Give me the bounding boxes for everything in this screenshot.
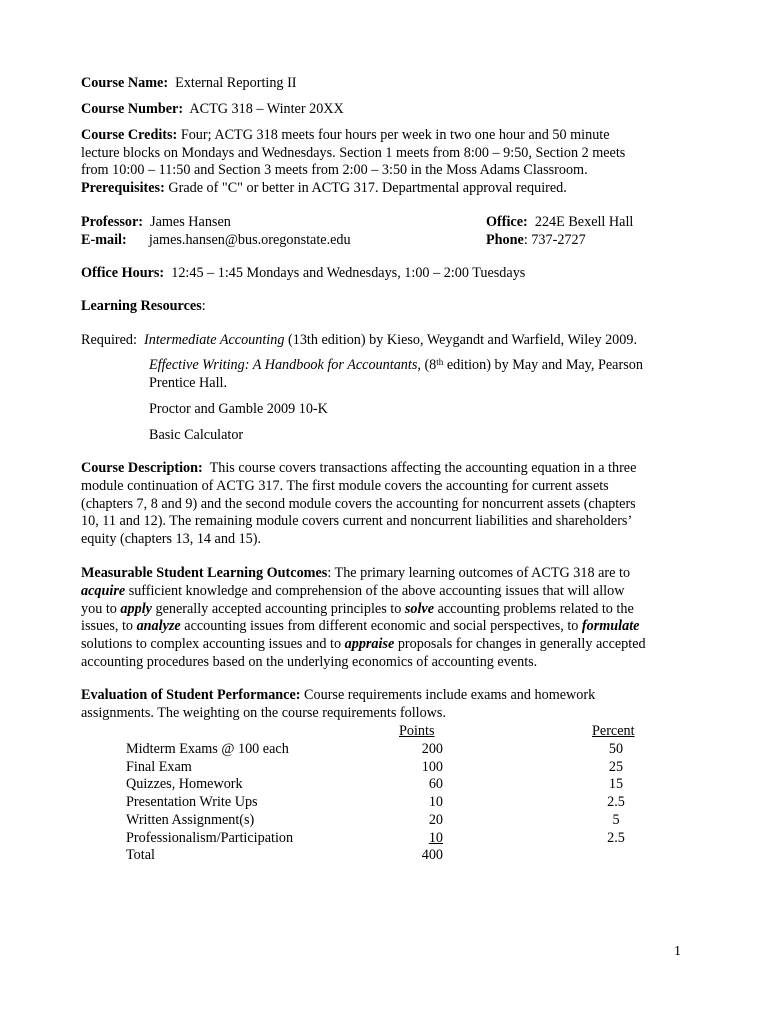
course-name-label: Course Name:	[81, 75, 169, 91]
course-credits-line-2: lecture blocks on Mondays and Wednesdays. Section 1 meets from 8:00 – 9:50, Section 2 meets	[81, 145, 626, 161]
row-name: Total	[126, 847, 155, 863]
row-points: 400	[421, 847, 443, 863]
resource-item-writing-book-line-2: Prentice Hall.	[149, 375, 228, 391]
outcomes-text-2: sufficient knowledge and comprehension of the above accounting issues that will allow	[125, 583, 625, 599]
course-description-text-1: This course covers transactions affecting the accounting equation in a three	[209, 460, 637, 476]
outcome-acquire: acquire	[81, 583, 126, 599]
phone-value: : 737-2727	[523, 232, 586, 248]
evaluation-label: Evaluation of Student Performance:	[81, 687, 301, 703]
outcomes-line-6: accounting procedures based on the underlying economics of accounting events.	[81, 654, 538, 670]
row-percent: 15	[608, 776, 624, 792]
prerequisites-value: Grade of "C" or better in ACTG 317. Departmental approval required.	[168, 180, 567, 196]
row-name: Written Assignment(s)	[126, 812, 255, 828]
course-credits-text-1: Four; ACTG 318 meets four hours per week in two one hour and 50 minute	[180, 127, 610, 143]
row-points: 200	[421, 741, 443, 757]
row-points: 60	[428, 776, 443, 792]
outcomes-line-3	[81, 601, 634, 619]
course-description-label: Course Description:	[81, 460, 203, 476]
evaluation-text-1: Course requirements include exams and homework	[300, 687, 596, 703]
outcomes-text-4a: issues, to	[81, 618, 137, 634]
outcomes-label: Measurable Student Learning Outcomes	[81, 565, 328, 581]
office	[486, 214, 633, 232]
learning-resources-label: Learning Resources	[81, 298, 202, 314]
outcomes-text-3c: accounting problems related to the	[434, 601, 634, 617]
table-row	[81, 759, 691, 777]
row-percent: 2.5	[607, 794, 625, 810]
textbook-title: Intermediate Accounting	[144, 332, 285, 348]
outcomes-line-1	[81, 565, 630, 583]
column-header-points: Points	[399, 723, 435, 739]
outcomes-line-4	[81, 618, 639, 636]
office-hours-value: 12:45 – 1:45 Mondays and Wednesdays, 1:00 – 2:00 Tuesdays	[171, 265, 526, 281]
office-value: 224E Bexell Hall	[534, 214, 634, 230]
outcomes-text-5a: solutions to complex accounting issues and to	[81, 636, 345, 652]
table-row-total	[81, 847, 691, 865]
learning-resources-colon: :	[201, 298, 206, 314]
writing-book-details: edition) by May and May, Pearson	[443, 357, 643, 373]
course-description-line-5: equity (chapters 13, 14 and 15).	[81, 531, 262, 547]
course-name	[81, 75, 297, 93]
course-credits-label: Course Credits:	[81, 127, 178, 143]
row-percent: 50	[608, 741, 624, 757]
row-points: 100	[421, 759, 443, 775]
professor-label: Professor:	[81, 214, 143, 230]
table-header	[81, 723, 691, 741]
course-number-value: ACTG 318 – Winter 20XX	[189, 101, 344, 117]
course-description-line-3: (chapters 7, 8 and 9) and the second module covers the accounting for noncurrent assets (chapters	[81, 496, 636, 512]
course-name-value: External Reporting II	[175, 75, 297, 91]
writing-book-title: Effective Writing: A Handbook for Accountants	[149, 357, 418, 373]
outcomes-line-5	[81, 636, 646, 654]
outcomes-text-4b: accounting issues from different economic and social perspectives, to	[180, 618, 582, 634]
resource-item-10k: Proctor and Gamble 2009 10-K	[149, 401, 328, 417]
email-label: E-mail:	[81, 232, 127, 248]
course-number	[81, 101, 344, 119]
office-label: Office:	[486, 214, 528, 230]
course-number-label: Course Number:	[81, 101, 184, 117]
table-row	[81, 830, 691, 848]
writing-book-edition-pre: , (8	[417, 357, 437, 373]
writing-book-edition-sup: th	[436, 357, 444, 367]
row-name: Professionalism/Participation	[126, 830, 294, 846]
row-percent: 2.5	[607, 830, 625, 846]
course-description-line-2: module continuation of ACTG 317. The first module covers the accounting for current assets	[81, 478, 609, 494]
course-credits-line-1	[81, 127, 610, 145]
outcome-formulate: formulate	[581, 618, 640, 634]
row-points: 20	[428, 812, 443, 828]
prerequisites-label: Prerequisites:	[81, 180, 165, 196]
outcomes-text-1: : The primary learning outcomes of ACTG 318 are to	[327, 565, 631, 581]
table-row	[81, 812, 691, 830]
outcomes-line-2	[81, 583, 624, 601]
row-name: Quizzes, Homework	[126, 776, 243, 792]
prerequisites	[81, 180, 567, 198]
professor	[81, 214, 231, 232]
row-name: Final Exam	[126, 759, 192, 775]
row-percent: 25	[608, 759, 624, 775]
resource-item-textbook	[81, 332, 637, 350]
email-link[interactable]: james.hansen@bus.oregonstate.edu	[148, 232, 351, 248]
office-hours	[81, 265, 525, 283]
office-hours-label: Office Hours:	[81, 265, 165, 281]
course-description-line-1	[81, 460, 636, 478]
row-name: Midterm Exams @ 100 each	[126, 741, 289, 757]
column-header-percent: Percent	[592, 723, 635, 739]
outcome-appraise: appraise	[344, 636, 395, 652]
phone-label: Phone	[486, 232, 524, 248]
textbook-details: (13th edition) by Kieso, Weygandt and Warfield, Wiley 2009.	[284, 332, 638, 348]
course-description-line-4: 10, 11 and 12). The remaining module covers current and noncurrent liabilities and shareholders’	[81, 513, 633, 529]
resource-item-calculator: Basic Calculator	[149, 427, 244, 443]
outcomes-text-3a: you to	[81, 601, 121, 617]
evaluation-line-1	[81, 687, 595, 705]
row-points: 10	[428, 830, 443, 846]
table-row	[81, 794, 691, 812]
row-points: 10	[428, 794, 443, 810]
learning-resources-heading	[81, 298, 206, 316]
course-credits-line-3: from 10:00 – 11:50 and Section 3 meets from 2:00 – 3:50 in the Moss Adams Classroom.	[81, 162, 588, 178]
resource-item-writing-book	[149, 357, 643, 375]
table-row	[81, 741, 691, 759]
professor-value: James Hansen	[150, 214, 231, 230]
evaluation-line-2: assignments. The weighting on the course requirements follows.	[81, 705, 446, 721]
required-label: Required:	[81, 332, 137, 348]
outcome-analyze: analyze	[136, 618, 181, 634]
outcomes-text-5b: proposals for changes in generally accepted	[394, 636, 646, 652]
outcome-apply: apply	[120, 601, 152, 617]
table-row	[81, 776, 691, 794]
email	[81, 232, 351, 250]
outcomes-text-3b: generally accepted accounting principles to	[151, 601, 405, 617]
page-number: 1	[674, 944, 681, 959]
outcome-solve: solve	[404, 601, 435, 617]
row-name: Presentation Write Ups	[126, 794, 258, 810]
row-percent: 5	[612, 812, 620, 828]
phone	[486, 232, 586, 250]
